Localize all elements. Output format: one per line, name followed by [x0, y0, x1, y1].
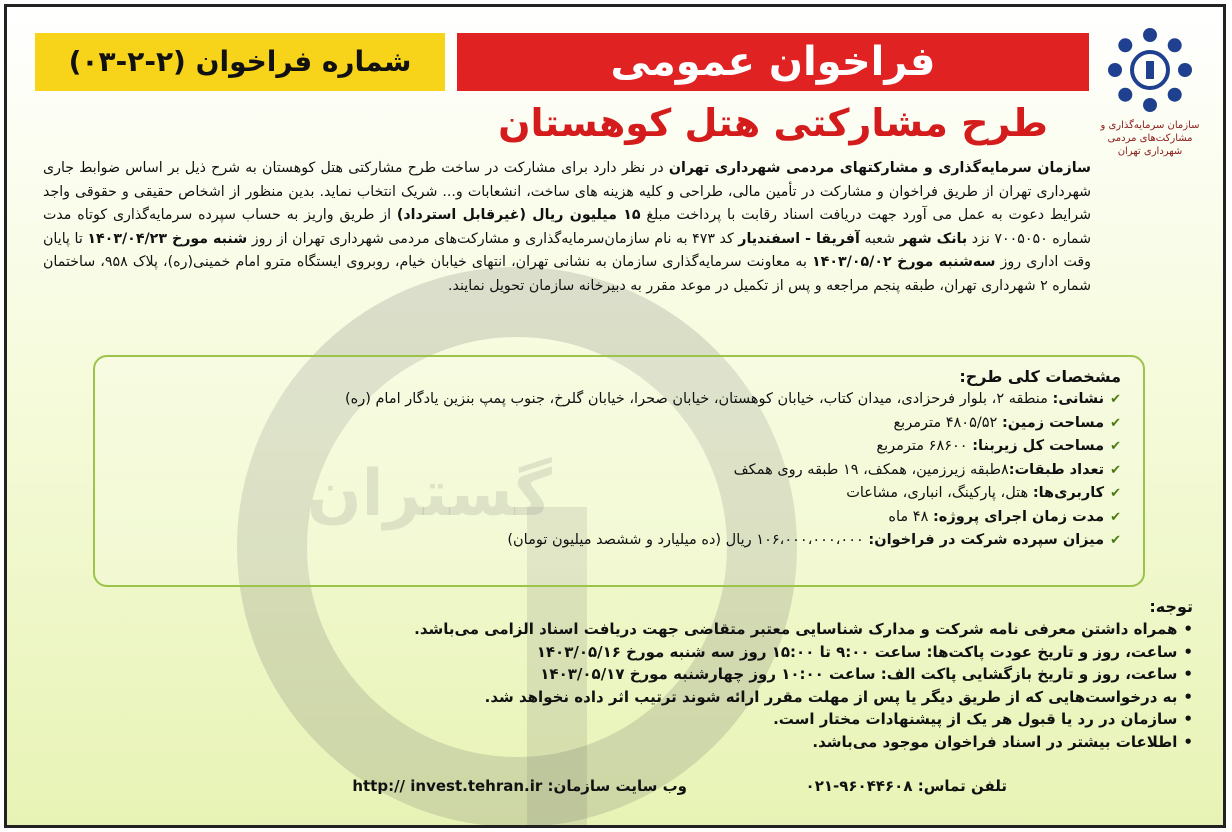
checkmark-icon: ✔ [1110, 392, 1121, 407]
spec-row [117, 506, 1121, 530]
intro-org-name: سازمان سرمایه‌گذاری و مشارکتهای مردمی شهرداری تهران [668, 160, 1091, 176]
checkmark-icon: ✔ [1110, 439, 1121, 454]
intro-text-4: کد ۴۷۳ به نام سازمان‌سرمایه‌گذاری و مشارکت‌های مردمی شهرداری تهران از روز [247, 230, 739, 247]
spec-value: ۴۸ ماه [888, 508, 933, 525]
municipality-logo-icon [1105, 25, 1195, 115]
website-link[interactable]: http:// invest.tehran.ir [352, 777, 543, 795]
organization-logo [1095, 25, 1205, 175]
spec-value: ۱۰۶،۰۰۰،۰۰۰،۰۰۰ ریال (ده میلیارد و ششصد میلیون تومان) [507, 532, 869, 548]
intro-text-5: تا پایان وقت اداری روز [43, 230, 1092, 270]
bullet-icon: • [1183, 710, 1193, 728]
note-text: به درخواست‌هایی که از طریق دیگر یا پس از مهلت مقرر ارائه شوند ترتیب اثر داده نخواهد شد. [484, 687, 1178, 706]
checkmark-icon: ✔ [1110, 533, 1121, 548]
spec-value: هتل، پارکینگ، انباری، مشاعات [846, 485, 1033, 501]
bullet-icon: • [1183, 642, 1193, 661]
watermark-text: گستران [307, 457, 552, 531]
phone-label: تلفن تماس: [912, 777, 1007, 795]
notes-title: توجه: [1149, 597, 1193, 616]
intro-text-2: از طریق واریز به حساب سپرده سرمایه‌گذاری کوتاه مدت شماره ۷۰۰۵۰۵۰ نزد [43, 207, 1091, 247]
spec-row [117, 388, 1121, 412]
spec-label: مساحت کل زیربنا: [972, 438, 1105, 454]
note-text: ساعت، روز و تاریخ عودت پاکت‌ها: ساعت ۹:۰۰ تا ۱۵:۰۰ روز سه شنبه مورخ ۱۴۰۳/۰۵/۱۶ [536, 642, 1178, 661]
spec-row [117, 459, 1121, 483]
note-text: اطلاعات بیشتر در اسناد فراخوان موجود می‌باشد. [812, 732, 1178, 751]
spec-row [117, 435, 1121, 459]
spec-value: ۸طبقه زیرزمین، همکف، ۱۹ طبقه روی همکف [733, 461, 1009, 478]
intro-bank: بانک شهر [899, 230, 968, 247]
spec-label: مدت زمان اجرای پروژه: [932, 508, 1105, 525]
note-item [43, 618, 1193, 641]
checkmark-icon: ✔ [1110, 486, 1121, 501]
contact-website [287, 777, 687, 795]
note-item [43, 686, 1193, 709]
note-text: ساعت، روز و تاریخ بازگشایی پاکت الف: ساعت ۱۰:۰۰ روز چهارشنبه مورخ ۱۴۰۳/۰۵/۱۷ [540, 665, 1178, 683]
intro-fee: ۱۵ میلیون ریال (غیرقابل استرداد) [396, 207, 641, 223]
spec-row [117, 482, 1121, 506]
bullet-icon: • [1183, 620, 1193, 638]
note-item [43, 731, 1193, 754]
note-item [43, 708, 1193, 731]
intro-text-3: شعبه [859, 230, 900, 247]
note-text: سازمان در رد یا قبول هر یک از پیشنهادات مختار است. [773, 710, 1178, 728]
note-text: همراه داشتن معرفی نامه شرکت و مدارک شناسایی معتبر متقاضی جهت دریافت اسناد الزامی می‌باشد. [414, 620, 1178, 638]
spec-row [117, 529, 1121, 553]
note-item [43, 641, 1193, 664]
checkmark-icon: ✔ [1110, 509, 1121, 525]
notes-section [43, 597, 1193, 753]
specs-box [93, 355, 1145, 587]
intro-branch: آفریقا - اسفندیار [738, 230, 860, 247]
call-number-badge: شماره فراخوان (۲-۲-۰۳) [35, 33, 445, 91]
spec-label: مساحت زمین: [1001, 414, 1105, 431]
checkmark-icon: ✔ [1110, 415, 1121, 431]
spec-value: منطقه ۲، بلوار فرحزادی، میدان کتاب، خیابان کوهستان، خیابان صحرا، خیابان گلرخ، جنوب پمپ بنزین یادگار امام (ره) [344, 391, 1053, 407]
intro-start-date: شنبه مورخ ۱۴۰۳/۰۴/۲۳ [87, 230, 248, 247]
specs-title: مشخصات کلی طرح: [959, 367, 1121, 386]
page-title: فراخوان عمومی [457, 33, 1089, 91]
phone-number[interactable]: ۰۲۱-۹۶۰۴۴۶۰۸ [805, 777, 913, 795]
intro-text-6: به معاونت سرمایه‌گذاری سازمان به نشانی تهران، انتهای خیابان خیام، روبروی ایستگاه مترو امام خمینی(ره)، پلاک ۹۵۸، ساختمان شماره ۲ شهرداری تهران، طبقه پنجم مراجعه و پس از تکمیل در موعد مقرر به دبیرخانه سازمان تحویل نمایند. [43, 254, 1091, 294]
spec-label: کاربری‌ها: [1032, 485, 1105, 501]
spec-label: نشانی: [1052, 391, 1105, 407]
spec-value: ۴۸۰۵/۵۲ مترمربع [893, 414, 1002, 431]
bullet-icon: • [1183, 732, 1193, 751]
spec-label: تعداد طبقات: [1008, 461, 1105, 478]
spec-row [117, 412, 1121, 436]
intro-paragraph [43, 157, 1091, 298]
bullet-icon: • [1183, 687, 1193, 706]
advertisement-page [4, 4, 1226, 828]
note-item [43, 663, 1193, 686]
checkmark-icon: ✔ [1110, 462, 1121, 478]
spec-label: میزان سپرده شرکت در فراخوان: [868, 532, 1105, 548]
bullet-icon: • [1183, 665, 1193, 683]
intro-end-date: سه‌شنبه مورخ ۱۴۰۳/۰۵/۰۲ [812, 254, 996, 270]
organization-name: سازمان سرمایه‌گذاری و مشارکت‌های مردمی شهرداری تهران [1100, 120, 1200, 157]
website-label: وب سایت سازمان: [542, 777, 687, 795]
intro-text-1: در نظر دارد برای مشارکت در ساخت طرح مشارکتی هتل کوهستان به شرح ذیل بر اساس ضوابط جاری شهرداری تهران از طریق فراخوان و مشارکت در تأمین مالی، طراحی و کلیه هزینه های ساخت، انشعابات و... شریک انتخاب نماید. بدین منظور از اشخاص حقیقی و حقوقی واجد شرایط دعوت به عمل می آورد جهت دریافت اسناد رقابت با پرداخت مبلغ [43, 160, 1091, 223]
spec-value: ۶۸۶۰۰ مترمربع [876, 438, 973, 454]
page-subtitle: طرح مشارکتی هتل کوهستان [498, 101, 1048, 145]
contact-phone [707, 777, 1007, 795]
